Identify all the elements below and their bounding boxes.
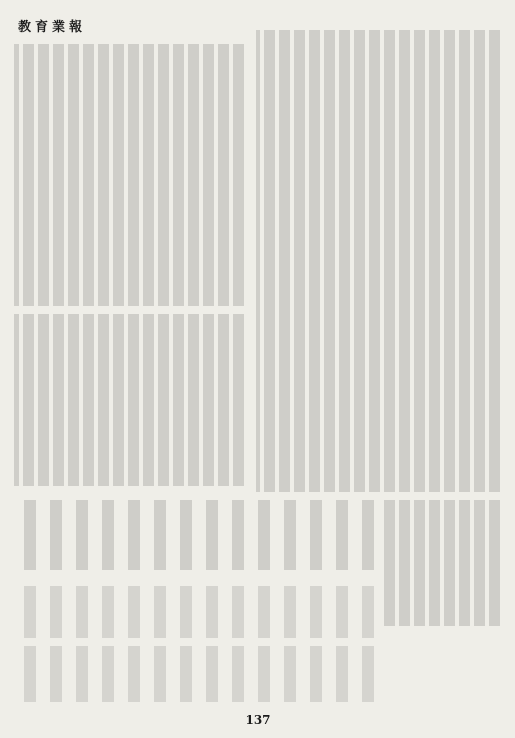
body-text-block	[14, 44, 244, 306]
body-text-block	[14, 314, 244, 486]
running-head: 教育業報	[18, 20, 87, 35]
mortality-table	[14, 500, 374, 710]
table-row-labels	[14, 500, 374, 570]
table-note-block	[382, 500, 500, 626]
table-values	[14, 646, 374, 702]
table-values	[14, 586, 374, 638]
page-number: 137	[245, 713, 271, 727]
body-text-block	[256, 30, 500, 492]
